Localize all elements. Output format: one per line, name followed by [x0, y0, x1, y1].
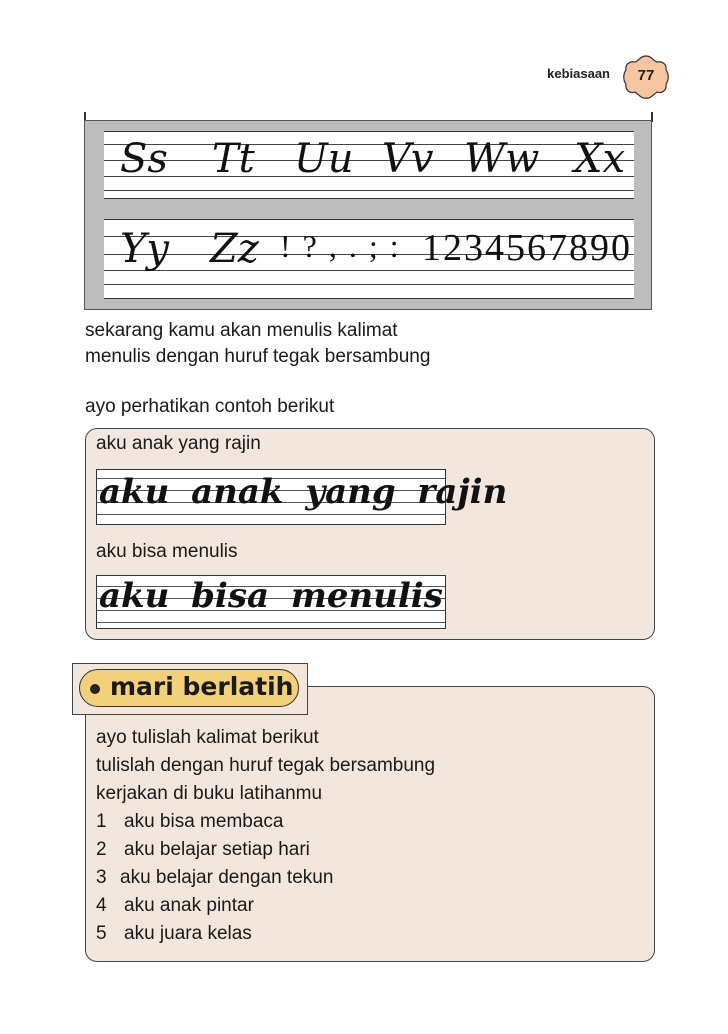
item-text: aku belajar dengan tekun: [120, 867, 334, 888]
practice-panel: [85, 686, 655, 962]
glyph-zz: Zz: [210, 226, 259, 272]
example-1-writing: [96, 469, 508, 525]
glyph-ww: Ww: [464, 136, 540, 182]
item-text: aku bisa membaca: [124, 811, 284, 832]
page-number-badge: [622, 54, 670, 100]
intro-line-1: sekarang kamu akan menulis kalimat: [85, 320, 398, 341]
section-title: kebiasaan: [547, 66, 610, 81]
item-number: 5: [96, 923, 107, 944]
glyph-yy: Yy: [120, 226, 170, 272]
practice-item: [96, 839, 310, 861]
practice-instruction-2: tulislah dengan huruf tegak bersambung: [96, 755, 436, 776]
glyph-tt: Tt: [212, 136, 255, 182]
practice-label-pill: [79, 669, 299, 707]
example-1-cursive: aku anak yang rajin: [99, 472, 508, 512]
example-2-writing: [96, 575, 446, 629]
example-2-cursive: aku bisa menulis: [99, 576, 443, 616]
practice-instruction-1: ayo tulislah kalimat berikut: [96, 727, 319, 748]
practice-label-box: [72, 663, 308, 715]
practice-item: [96, 895, 254, 917]
item-text: aku juara kelas: [124, 923, 252, 944]
glyph-xx: Xx: [574, 136, 626, 182]
alphabet-chart: [84, 120, 652, 310]
item-number: 2: [96, 839, 107, 860]
bullet-icon: [90, 684, 100, 694]
punctuation-glyphs: ! ? , . ; :: [280, 228, 401, 264]
practice-item: [96, 811, 283, 833]
example-panel: [85, 428, 655, 640]
practice-label: mari berlatih: [110, 672, 294, 701]
practice-item: [96, 923, 252, 945]
intro-line-2: menulis dengan huruf tegak bersambung: [85, 346, 431, 367]
digit-glyphs: 1234567890: [422, 227, 632, 269]
glyph-uu: Uu: [294, 136, 354, 182]
page-number: 77: [637, 67, 655, 84]
practice-instruction-3: kerjakan di buku latihanmu: [96, 783, 323, 804]
item-text: aku anak pintar: [124, 895, 254, 916]
practice-item: [96, 867, 333, 889]
glyph-vv: Vv: [382, 136, 434, 182]
item-number: 1: [96, 811, 107, 832]
glyph-ss: Ss: [120, 136, 168, 182]
item-number: 3: [96, 867, 107, 888]
item-text: aku belajar setiap hari: [124, 839, 310, 860]
example-1-text: aku anak yang rajin: [96, 433, 261, 454]
intro-line-3: ayo perhatikan contoh berikut: [85, 396, 335, 417]
ruled-strip-1: [104, 131, 634, 199]
ruled-strip-2: [104, 219, 634, 299]
item-number: 4: [96, 895, 107, 916]
example-2-text: aku bisa menulis: [96, 541, 238, 562]
